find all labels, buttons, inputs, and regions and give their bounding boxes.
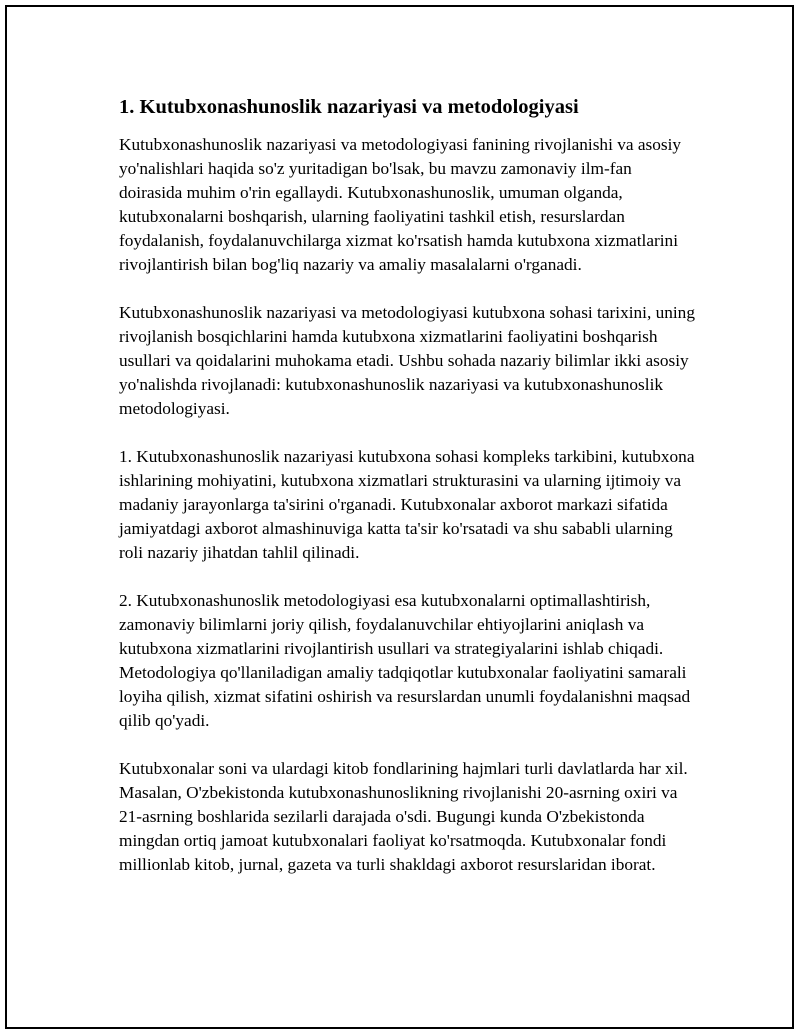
- document-title: 1. Kutubxonashunoslik nazariyasi va metodologiyasi: [119, 96, 579, 118]
- paragraph-overview: Kutubxonashunoslik nazariyasi va metodologiyasi kutubxona sohasi tarixini, uning rivojlanish bosqichlarini hamda kutubxona xizmatlarini faoliyatini boshqarish usullari va qoidalarini muhokama etadi. Ushbu sohada nazariy bilimlar ikki asosiy yo'nalishda rivojlanadi: kutubxonashunoslik nazariyasi va kutubxonashunoslik metodologiyasi.: [119, 303, 695, 418]
- paragraph-theory: 1. Kutubxonashunoslik nazariyasi kutubxona sohasi kompleks tarkibini, kutubxona ishlarining mohiyatini, kutubxona xizmatlari strukturasini va ularning ijtimoiy va madaniy jarayonlarga ta'sirini o'rganadi. Kutubxonalar axborot markazi sifatida jamiyatdagi axborot almashinuviga katta ta'sir ko'rsatadi va shu sababli ularning roli nazariy jihatdan tahlil qilinadi.: [119, 447, 695, 562]
- paragraph-intro: Kutubxonashunoslik nazariyasi va metodologiyasi fanining rivojlanishi va asosiy yo'nalishlari haqida so'z yuritadigan bo'lsak, bu mavzu zamonaviy ilm-fan doirasida muhim o'rin egallaydi. Kutubxonashunoslik, umuman olganda, kutubxonalarni boshqarish, ularning faoliyatini tashkil etish, resurslardan foydalanish, foydalanuvchilarga xizmat ko'rsatish hamda kutubxona xizmatlarini rivojlantirish bilan bog'liq nazariy va amaliy masalalarni o'rganadi.: [119, 135, 682, 274]
- paragraph-methodology: 2. Kutubxonashunoslik metodologiyasi esa kutubxonalarni optimallashtirish, zamonaviy bilimlarni joriy qilish, foydalanuvchilar ehtiyojlarini aniqlash va kutubxona xizmatlarini rivojlantirish usullari va strategiyalarini ishlab chiqadi. Metodologiya qo'llaniladigan amaliy tadqiqotlar kutubxonalar faoliyatini samarali loyiha qilish, xizmat sifatini oshirish va resurslardan unumli foydalanishni maqsad qilib qo'yadi.: [119, 591, 691, 730]
- document-page: [6, 6, 793, 1028]
- document-body: [119, 95, 699, 901]
- paragraph-statistics: Kutubxonalar soni va ulardagi kitob fondlarining hajmlari turli davlatlarda har xil. Masalan, O'zbekistonda kutubxonashunoslikning rivojlanishi 20-asrning oxiri va 21-asrning boshlarida sezilarli darajada o'sdi. Bugungi kunda O'zbekistonda mingdan ortiq jamoat kutubxonalari faoliyat ko'rsatmoqda. Kutubxonalar fondi millionlab kitob, jurnal, gazeta va turli shakldagi axborot resurslaridan iborat.: [119, 759, 688, 874]
